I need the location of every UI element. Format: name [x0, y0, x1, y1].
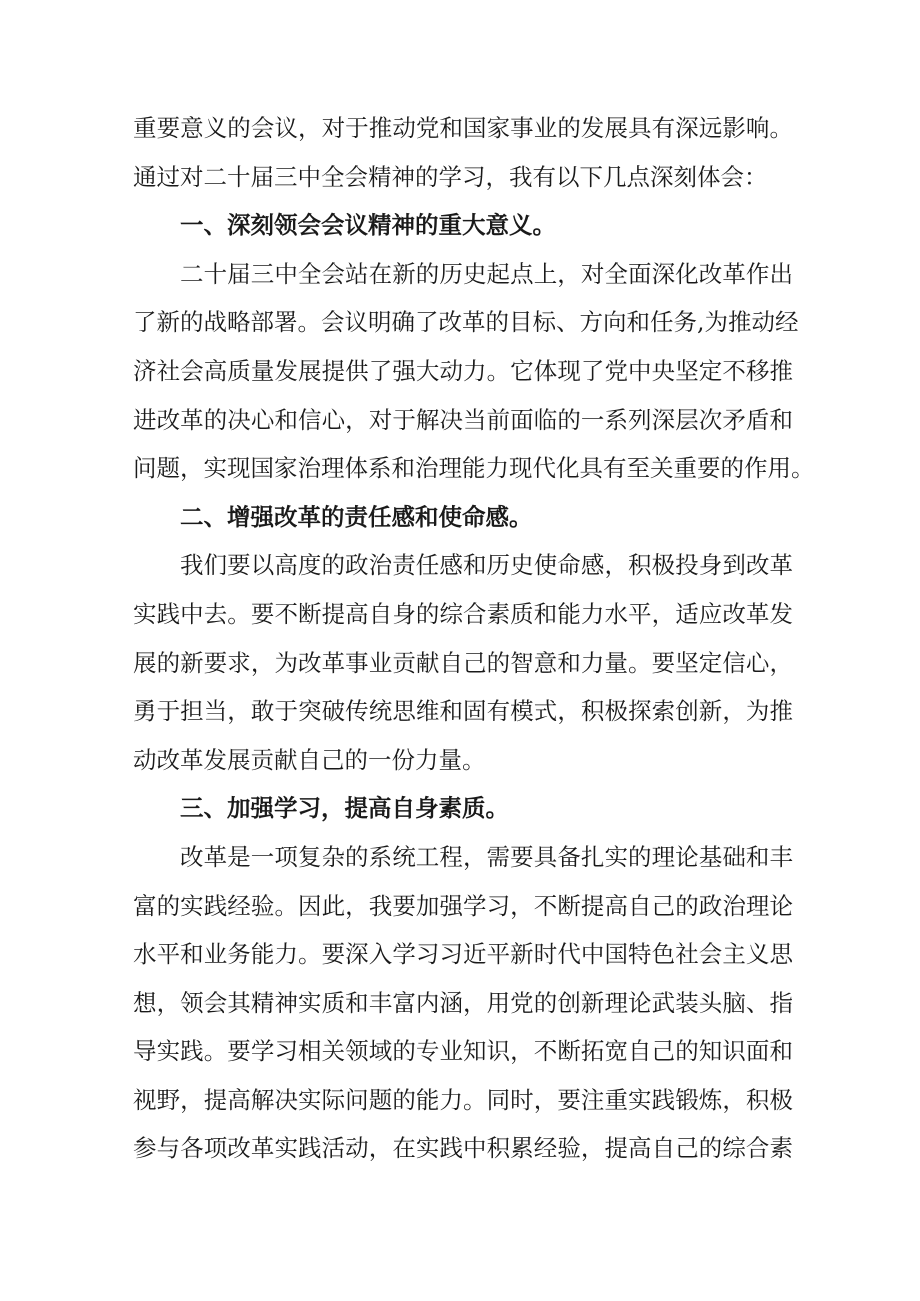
paragraph-first-line: 我们要以高度的政治责任感和历史使命感，积极投身到改革 [180, 551, 793, 580]
body-line: 动改革发展贡献自己的一份力量。 [133, 745, 486, 774]
body-line: 富的实践经验。因此，我要加强学习，不断提高自己的政治理论 [133, 891, 793, 920]
body-line: 通过对二十届三中全会精神的学习，我有以下几点深刻体会： [133, 162, 768, 191]
body-line: 水平和业务能力。要深入学习习近平新时代中国特色社会主义思 [133, 940, 793, 969]
body-line: 展的新要求，为改革事业贡献自己的智意和力量。要坚定信心， [133, 648, 793, 677]
body-line: 参与各项改革实践活动，在实践中积累经验，提高自己的综合素 [133, 1134, 793, 1163]
body-line: 想，领会其精神实质和丰富内涵，用党的创新理论武装头脑、指 [133, 988, 793, 1017]
body-line: 视野，提高解决实际问题的能力。同时，要注重实践锻炼，积极 [133, 1085, 793, 1114]
body-line: 了新的战略部署。会议明确了改革的目标、方向和任务,为推动经 [133, 308, 799, 337]
body-line: 问题，实现国家治理体系和治理能力现代化具有至关重要的作用。 [133, 454, 815, 483]
body-line: 勇于担当，敢于突破传统思维和固有模式，积极探索创新，为推 [133, 697, 793, 726]
paragraph-first-line: 改革是一项复杂的系统工程，需要具备扎实的理论基础和丰 [180, 842, 793, 871]
section-heading-1: 一、深刻领会会议精神的重大意义。 [180, 211, 556, 240]
section-heading-3: 三、加强学习，提高自身素质。 [180, 794, 509, 823]
body-line: 进改革的决心和信心，对于解决当前面临的一系列深层次矛盾和 [133, 405, 793, 434]
body-line: 重要意义的会议，对于推动党和国家事业的发展具有深远影响。 [133, 114, 793, 142]
section-heading-2: 二、增强改革的责任感和使命感。 [180, 502, 533, 531]
body-line: 导实践。要学习相关领域的专业知识，不断拓宽自己的知识面和 [133, 1037, 793, 1066]
paragraph-first-line: 二十届三中全会站在新的历史起点上，对全面深化改革作出 [180, 259, 793, 288]
body-line: 实践中去。要不断提高自身的综合素质和能力水平，适应改革发 [133, 599, 793, 628]
document-body [133, 104, 815, 1173]
body-line: 济社会高质量发展提供了强大动力。它体现了党中央坚定不移推 [133, 356, 793, 385]
